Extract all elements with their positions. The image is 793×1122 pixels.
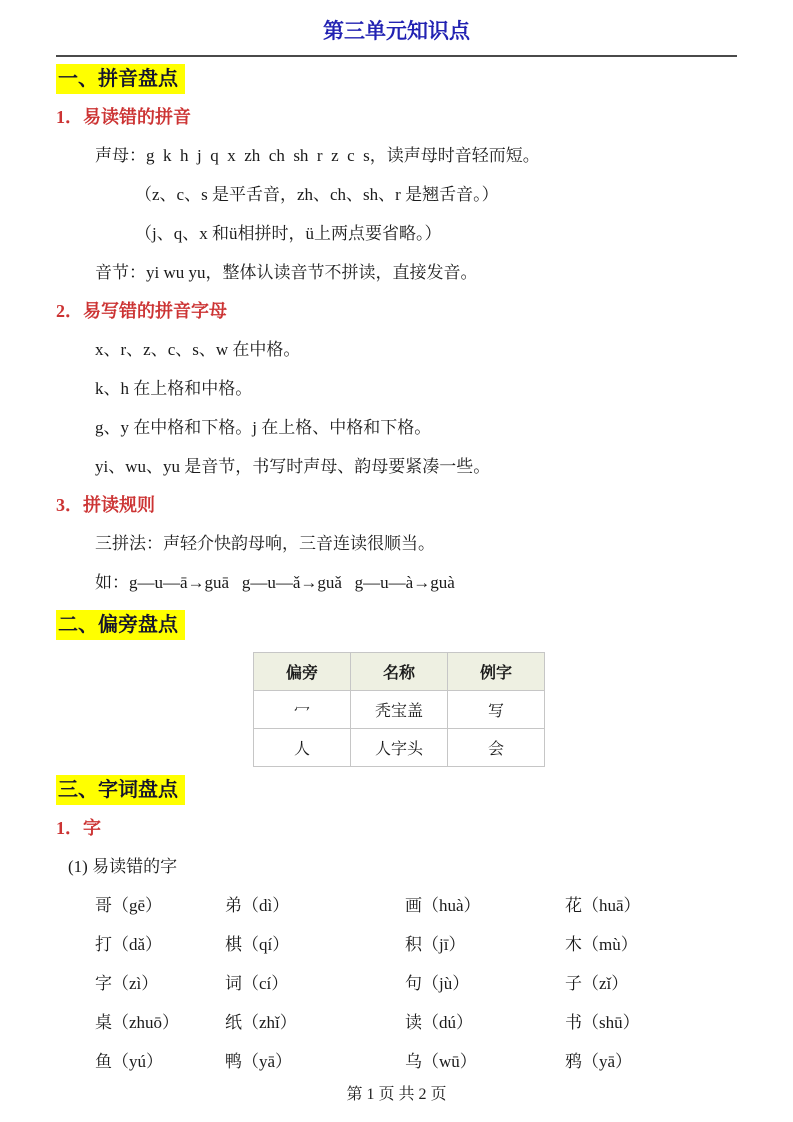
section-radicals-heading-wrap — [56, 610, 737, 640]
content-line-spell-examples: 如：g—u—ā→guā g—u—ǎ→guǎ g—u—à→guà — [95, 573, 455, 592]
document-title: 第三单元知识点 — [323, 19, 470, 43]
char-entry: 打（dǎ） — [95, 935, 163, 954]
char-entry: 花（huā） — [565, 896, 641, 915]
content-line-syllables: 音节：yi wu yu，整体认读音节不拼读，直接发音。 — [95, 263, 478, 282]
content-line-three-spell-method: 三拼法：声轻介快韵母响，三音连读很顺当。 — [95, 534, 435, 553]
misread-characters-grid — [95, 894, 737, 1074]
group-heading-misread-characters: (1) 易读错的字 — [68, 857, 178, 876]
content-line-middle-lower-grid: g、y 在中格和下格。j 在上格、中格和下格。 — [95, 418, 432, 437]
table-header-example: 例字 — [448, 653, 545, 691]
radical-table-body — [254, 691, 545, 767]
content-line-flat-tongue-note: （z、c、s 是平舌音，zh、ch、sh、r 是翘舌音。） — [135, 185, 499, 204]
char-entry: 桌（zhuō） — [95, 1013, 180, 1032]
table-row — [254, 729, 545, 767]
title-divider — [56, 55, 737, 57]
table-cell-name: 秃宝盖 — [351, 691, 448, 729]
section-pinyin-heading-wrap — [56, 64, 737, 94]
table-cell-radical: 冖 — [254, 691, 351, 729]
subheading-characters: 1．字 — [56, 818, 101, 838]
section-heading-radicals: 二、偏旁盘点 — [56, 610, 185, 640]
char-entry: 乌（wū） — [405, 1052, 477, 1071]
table-header-row — [254, 653, 545, 691]
section-words-heading-wrap — [56, 775, 737, 805]
subheading-easily-misread-pinyin: 1．易读错的拼音 — [56, 107, 191, 127]
char-entry: 棋（qí） — [225, 935, 290, 954]
content-line-umlaut-note: （j、q、x 和ü相拼时，ü上两点要省略。） — [135, 224, 442, 243]
char-entry: 字（zì） — [95, 974, 159, 993]
table-row — [254, 691, 545, 729]
char-entry: 纸（zhǐ） — [225, 1013, 297, 1032]
char-entry: 鸭（yā） — [225, 1052, 293, 1071]
content-line-upper-middle-grid: k、h 在上格和中格。 — [95, 379, 253, 398]
table-cell-example: 会 — [448, 729, 545, 767]
table-cell-radical: 人 — [254, 729, 351, 767]
char-entry: 词（cí） — [225, 974, 289, 993]
section-heading-pinyin: 一、拼音盘点 — [56, 64, 185, 94]
table-header-radical: 偏旁 — [254, 653, 351, 691]
table-cell-name: 人字头 — [351, 729, 448, 767]
subheading-spelling-rules: 3．拼读规则 — [56, 495, 155, 515]
section-heading-words: 三、字词盘点 — [56, 775, 185, 805]
char-entry: 木（mù） — [565, 935, 638, 954]
char-entry: 鱼（yú） — [95, 1052, 163, 1071]
footer-page-number: 第 1 页 共 2 页 — [346, 1086, 447, 1103]
content-line-initials: 声母：g k h j q x zh ch sh r z c s，读声母时音轻而短。 — [95, 146, 540, 165]
char-entry: 子（zǐ） — [565, 974, 629, 993]
subheading-easily-miswritten-letters: 2．易写错的拼音字母 — [56, 301, 227, 321]
table-header-name: 名称 — [351, 653, 448, 691]
char-entry: 画（huà） — [405, 896, 481, 915]
char-entry: 读（dú） — [405, 1013, 473, 1032]
radical-table-head — [254, 653, 545, 691]
content-line-middle-grid: x、r、z、c、s、w 在中格。 — [95, 340, 301, 359]
table-cell-example: 写 — [448, 691, 545, 729]
char-entry: 句（jù） — [405, 974, 470, 993]
radical-table — [253, 652, 545, 767]
content-line-compact-writing: yi、wu、yu 是音节，书写时声母、韵母要紧凑一些。 — [95, 457, 491, 476]
char-entry: 鸦（yā） — [565, 1052, 633, 1071]
char-entry: 弟（dì） — [225, 896, 290, 915]
char-entry: 哥（gē） — [95, 896, 163, 915]
char-entry: 书（shū） — [565, 1013, 640, 1032]
char-entry: 积（jī） — [405, 935, 466, 954]
